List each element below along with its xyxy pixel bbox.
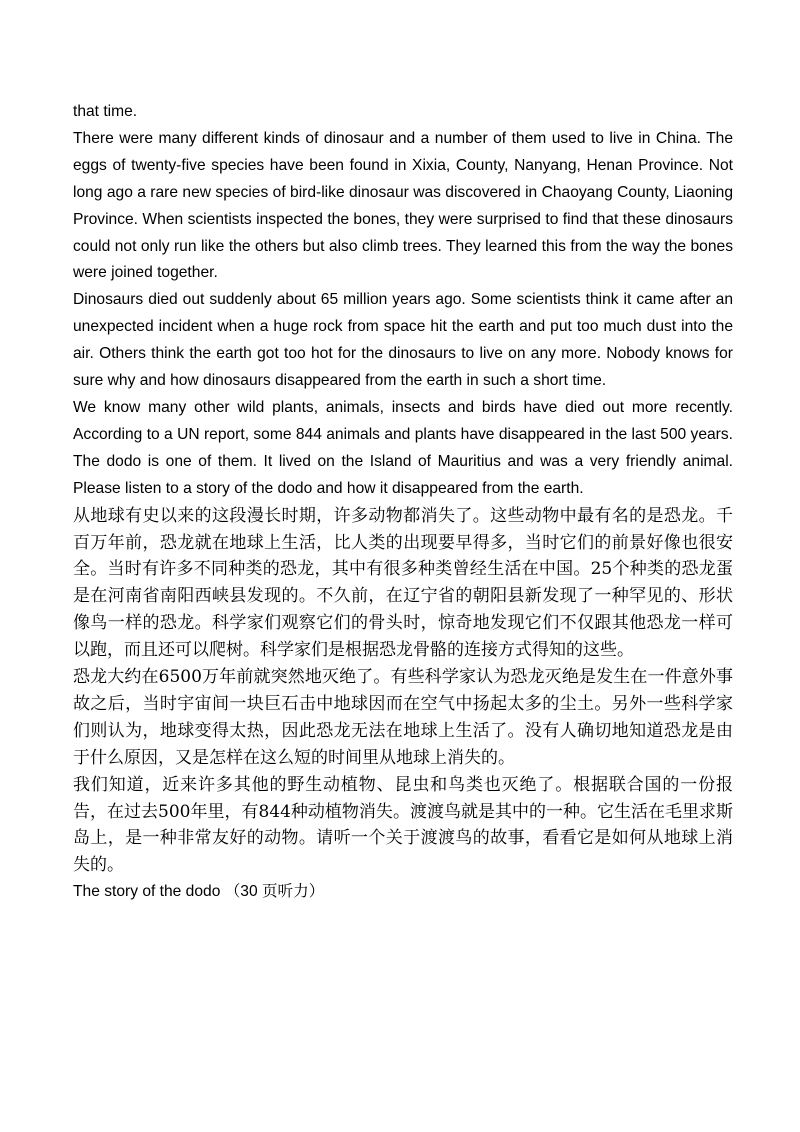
section-heading: The story of the dodo （30 页听力） [73,883,325,901]
document-page [73,99,733,906]
english-paragraph-1: that time. [73,103,138,120]
english-paragraph-4: We know many other wild plants, animals, insects and birds have died out more recently. According to a UN report, some 844 animals and plants have disappeared in the last 500 years. The dodo is one of them. It lived on the Island of Mauritius and was a very friendly animal. Please listen to a story of the dodo and how it disappeared from the earth. [73,398,733,497]
chinese-paragraph-1: 从地球有史以来的这段漫长时期，许多动物都消失了。这些动物中最有名的是恐龙。千百万年前，恐龙就在地球上生活，比人类的出现要早得多，当时它们的前景好像也很安全。当时有许多不同种类的恐龙，其中有很多种类曾经生活在中国。25个种类的恐龙蛋是在河南省南阳西峡县发现的。不久前，在辽宁省的朝阳县新发现了一种罕见的、形状像鸟一样的恐龙。科学家们观察它们的骨头时，惊奇地发现它们不仅跟其他恐龙一样可以跑，而且还可以爬树。科学家们是根据恐龙骨骼的连接方式得知的这些。 [73,505,733,661]
chinese-paragraph-3: 我们知道，近来许多其他的野生动植物、昆虫和鸟类也灭绝了。根据联合国的一份报告，在过去500年里，有844种动植物消失。渡渡鸟就是其中的一种。它生活在毛里求斯岛上，是一种非常友好的动物。请听一个关于渡渡鸟的故事，看看它是如何从地球上消失的。 [73,774,733,876]
english-paragraph-3: Dinosaurs died out suddenly about 65 million years ago. Some scientists think it came after an unexpected incident when a huge rock from space hit the earth and put too much dust into the air. Others think the earth got too hot for the dinosaurs to live on any more. Nobody knows for sure why and how dinosaurs disappeared from the earth in such a short time. [73,291,733,390]
english-paragraph-2: There were many different kinds of dinosaur and a number of them used to live in China. The eggs of twenty-five species have been found in Xixia, County, Nanyang, Henan Province. Not long ago a rare new species of bird-like dinosaur was discovered in Chaoyang County, Liaoning Province. When scientists inspected the bones, they were surprised to find that these dinosaurs could not only run like the others but also climb trees. They learned this from the way the bones were joined together. [73,129,733,282]
chinese-paragraph-2: 恐龙大约在6500万年前就突然地灭绝了。有些科学家认为恐龙灭绝是发生在一件意外事故之后，当时宇宙间一块巨石击中地球因而在空气中扬起太多的尘土。另外一些科学家们则认为，地球变得太热，因此恐龙无法在地球上生活了。没有人确切地知道恐龙是由于什么原因，又是怎样在这么短的时间里从地球上消失的。 [73,667,733,768]
